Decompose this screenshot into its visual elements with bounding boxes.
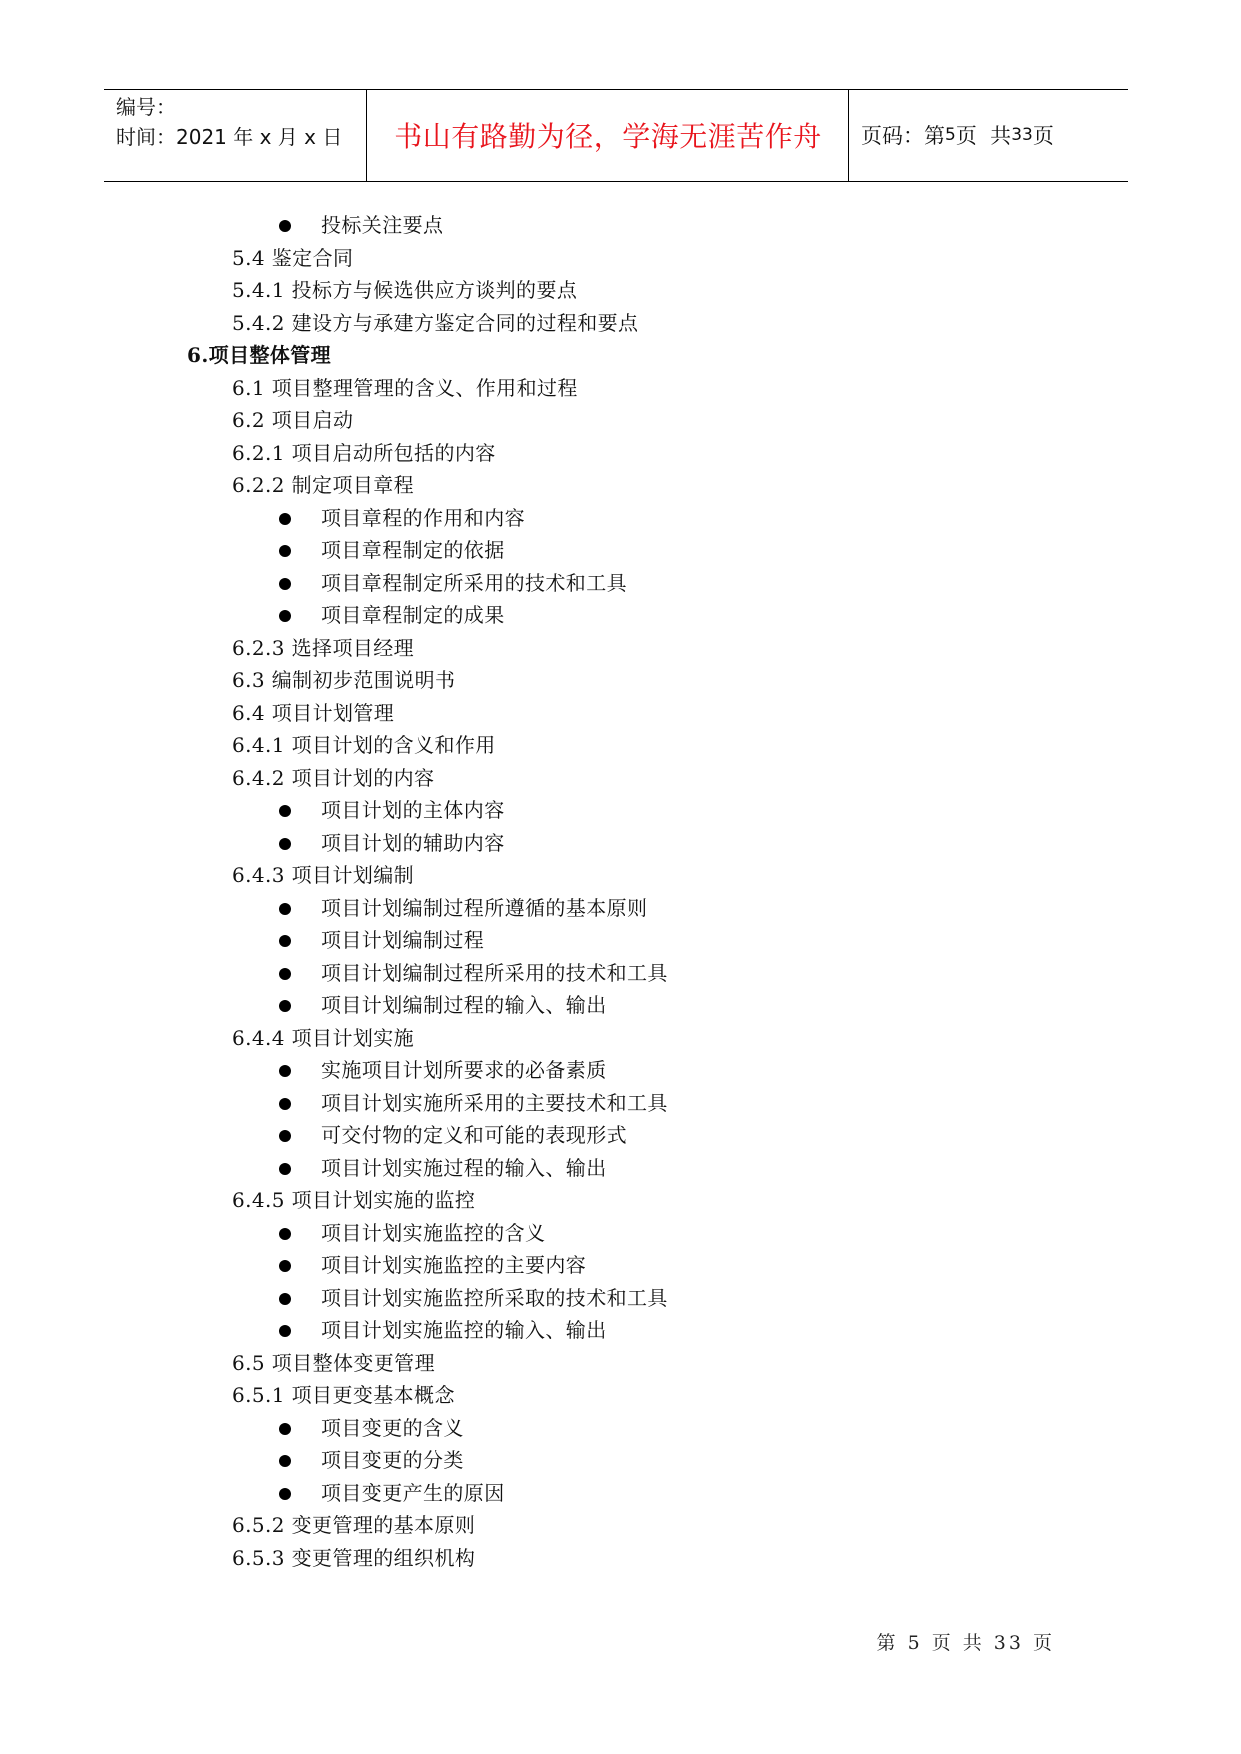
- header-meta: [116, 92, 366, 152]
- bullet-text: 项目计划编制过程: [321, 928, 485, 952]
- bullet-text: 项目计划实施监控的主要内容: [321, 1253, 587, 1277]
- bullet-text: 项目变更的分类: [321, 1448, 464, 1472]
- subsection-heading: 6.2.3 选择项目经理: [232, 635, 415, 660]
- bullet-text: 项目变更产生的原因: [321, 1480, 505, 1505]
- subsection-heading: 6.4.3 项目计划编制: [232, 863, 415, 887]
- page-suffix: 页: [1032, 124, 1054, 148]
- bullet-item: [0, 209, 1241, 242]
- bullet-text: 项目计划实施监控的含义: [321, 1220, 546, 1245]
- bullet-item: [0, 1444, 1241, 1477]
- bullet-item: [0, 1477, 1241, 1510]
- subsection-heading: 6.5.3 变更管理的组织机构: [232, 1545, 476, 1570]
- bullet-item: [0, 1314, 1241, 1347]
- page-total: 33: [1011, 125, 1033, 145]
- page-number: 5: [945, 125, 956, 145]
- bullet-item: [0, 1152, 1241, 1185]
- page-footer: 第 5 页 共 33 页: [876, 1632, 1055, 1654]
- bullet-dot-icon: [279, 578, 291, 590]
- bullet-item: [0, 924, 1241, 957]
- bullet-item: [0, 1412, 1241, 1445]
- bullet-dot-icon: [279, 1163, 291, 1175]
- bullet-dot-icon: [279, 1325, 291, 1337]
- bullet-item: [0, 1087, 1241, 1120]
- bullet-text: 项目计划实施监控所采取的技术和工具: [321, 1285, 668, 1310]
- bullet-dot-icon: [279, 1293, 291, 1305]
- bullet-item: [0, 1217, 1241, 1250]
- bullet-item: [0, 892, 1241, 925]
- bullet-item: [0, 567, 1241, 600]
- subsection-heading: 6.3 编制初步范围说明书: [232, 668, 456, 692]
- bullet-item: [0, 1249, 1241, 1282]
- bullet-item: [0, 534, 1241, 567]
- bullet-item: [0, 1119, 1241, 1152]
- bullet-text: 项目计划实施所采用的主要技术和工具: [321, 1090, 668, 1115]
- bullet-item: [0, 989, 1241, 1022]
- bullet-text: 可交付物的定义和可能的表现形式: [321, 1123, 627, 1147]
- bullet-text: 项目计划编制过程所遵循的基本原则: [321, 895, 648, 920]
- bullet-dot-icon: [279, 610, 291, 622]
- header-divider: [848, 90, 849, 181]
- bullet-dot-icon: [279, 1065, 291, 1077]
- header-divider: [366, 90, 367, 181]
- bullet-item: [0, 794, 1241, 827]
- bullet-text: 项目章程制定所采用的技术和工具: [321, 570, 627, 595]
- page-prefix: 页码：第: [861, 124, 945, 148]
- bullet-dot-icon: [279, 805, 291, 817]
- bullet-dot-icon: [279, 545, 291, 557]
- bullet-item: [0, 1282, 1241, 1315]
- bullet-text: 项目变更的含义: [321, 1415, 464, 1440]
- subsection-heading: 6.2.2 制定项目章程: [232, 473, 415, 497]
- bullet-dot-icon: [279, 513, 291, 525]
- bullet-dot-icon: [279, 1000, 291, 1012]
- subsection-heading: 6.5.1 项目更变基本概念: [232, 1383, 455, 1407]
- subsection-heading: 5.4 鉴定合同: [232, 245, 354, 270]
- doc-number-label: 编号：: [116, 95, 176, 119]
- subsection-heading: 6.5 项目整体变更管理: [232, 1350, 435, 1375]
- bullet-dot-icon: [279, 968, 291, 980]
- bullet-dot-icon: [279, 838, 291, 850]
- bullet-dot-icon: [279, 1455, 291, 1467]
- bullet-dot-icon: [279, 220, 291, 232]
- subsection-heading: 6.2 项目启动: [232, 408, 354, 432]
- bullet-text: 项目计划的辅助内容: [321, 830, 505, 855]
- bullet-dot-icon: [279, 1130, 291, 1142]
- header-motto: 书山有路勤为径，学海无涯苦作舟: [394, 120, 822, 153]
- doc-time-label: 时间：2021 年 x 月 x 日: [116, 125, 343, 149]
- bullet-item: [0, 599, 1241, 632]
- subsection-heading: 6.1 项目整理管理的含义、作用和过程: [232, 375, 578, 400]
- page-mid: 页 共: [955, 124, 1012, 148]
- bullet-text: 项目计划实施监控的输入、输出: [321, 1318, 607, 1342]
- bullet-dot-icon: [279, 1228, 291, 1240]
- subsection-heading: 6.4 项目计划管理: [232, 700, 395, 725]
- bullet-text: 项目计划编制过程的输入、输出: [321, 993, 607, 1017]
- bullet-text: 项目章程制定的依据: [321, 538, 505, 562]
- bullet-text: 项目计划编制过程所采用的技术和工具: [321, 960, 668, 985]
- bullet-dot-icon: [279, 1260, 291, 1272]
- subsection-heading: 5.4.1 投标方与候选供应方谈判的要点: [232, 278, 578, 302]
- bullet-dot-icon: [279, 1423, 291, 1435]
- bullet-text: 项目章程制定的成果: [321, 603, 505, 627]
- bullet-dot-icon: [279, 1488, 291, 1500]
- bullet-text: 项目计划的主体内容: [321, 798, 505, 822]
- page-header: [104, 89, 1128, 182]
- subsection-heading: 6.4.5 项目计划实施的监控: [232, 1188, 476, 1212]
- bullet-dot-icon: [279, 1098, 291, 1110]
- bullet-item: [0, 1054, 1241, 1087]
- subsection-heading: 6.4.2 项目计划的内容: [232, 765, 435, 790]
- subsection-heading: 6.5.2 变更管理的基本原则: [232, 1513, 476, 1537]
- bullet-item: [0, 502, 1241, 535]
- bullet-text: 项目计划实施过程的输入、输出: [321, 1155, 607, 1180]
- bullet-item: [0, 957, 1241, 990]
- bullet-text: 实施项目计划所要求的必备素质: [321, 1058, 607, 1082]
- subsection-heading: 6.2.1 项目启动所包括的内容: [232, 440, 496, 465]
- document-outline: [0, 209, 1241, 1574]
- bullet-text: 项目章程的作用和内容: [321, 505, 525, 530]
- subsection-heading: 5.4.2 建设方与承建方鉴定合同的过程和要点: [232, 310, 639, 335]
- bullet-text: 投标关注要点: [321, 213, 444, 237]
- header-page-info: [861, 90, 1054, 180]
- subsection-heading: 6.4.1 项目计划的含义和作用: [232, 733, 496, 757]
- bullet-dot-icon: [279, 935, 291, 947]
- bullet-dot-icon: [279, 903, 291, 915]
- subsection-heading: 6.4.4 项目计划实施: [232, 1025, 415, 1050]
- section-heading: 6.项目整体管理: [187, 343, 332, 367]
- bullet-item: [0, 827, 1241, 860]
